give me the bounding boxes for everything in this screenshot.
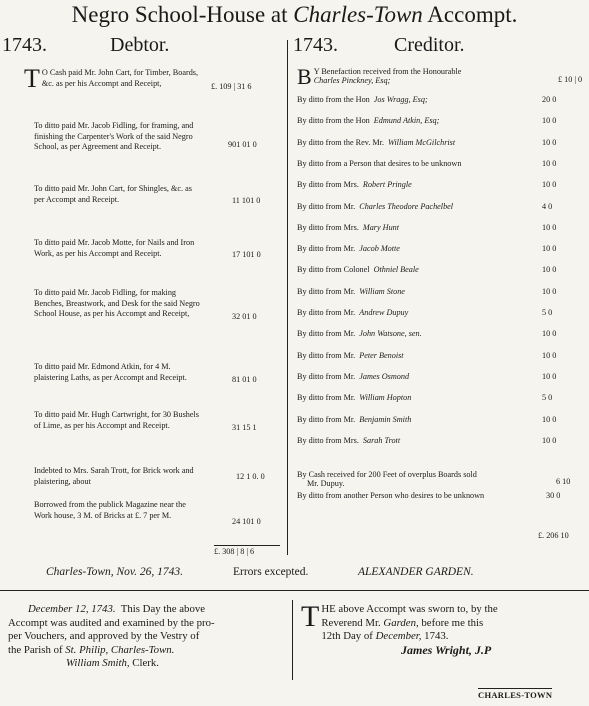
creditor-entry: By ditto from Mr. Peter Benoist — [297, 350, 404, 360]
debtor-entry: To ditto paid Mr. Jacob Fidling, for making Benches, Breastwork, and Desk for the said Negro School House, as per his Accompt and Receipt, — [34, 288, 200, 318]
page-title: Negro School-House at Charles-Town Accompt. — [71, 2, 518, 27]
creditor-entry: By ditto from the Hon Edmund Atkin, Esq; — [297, 116, 440, 126]
debtor-entry: Indebted to Mrs. Sarah Trott, for Brick work and plaistering, about — [34, 466, 194, 486]
creditor-amount: 10 0 — [542, 435, 557, 445]
debtor-entry: To ditto paid Mr. Hugh Cartwright, for 30 Bushels of Lime, as per his Accompt and Receipt. — [34, 410, 199, 430]
creditor-total: £. 206 10 — [538, 531, 569, 540]
creditor-entry: By ditto from Mr. Benjamin Smith — [297, 414, 412, 424]
creditor-amount: 20 0 — [542, 95, 557, 104]
debtor-entry: T O Cash paid Mr. John Cart, for Timber, Boards, &c. as per his Accompt and Receipt, — [24, 64, 199, 93]
creditor-amount: 10 0 — [542, 116, 557, 126]
debtor-amount: 12 1 0. 0 — [236, 472, 265, 481]
box-divider — [292, 600, 293, 680]
creditor-amount: 10 0 — [542, 371, 557, 381]
creditor-entry: By ditto from Mr. William Stone — [297, 286, 405, 296]
creditor-entry: By Cash received for 200 Feet of overplus Boards sold Mr. Dupuy. — [297, 470, 477, 488]
creditor-entry: By ditto from Mrs. Sarah Trott — [297, 435, 401, 445]
creditor-amount: £ 10 | 0 — [558, 75, 583, 84]
creditor-amount: 10 0 — [542, 244, 557, 254]
debtor-amount: 31 15 1 — [232, 423, 257, 432]
creditor-year: 1743. — [293, 34, 338, 56]
creditor-entry: By ditto from Mr. Jacob Motte — [297, 244, 400, 254]
creditor-amount: 10 0 — [542, 137, 557, 147]
signature-name: ALEXANDER GARDEN. — [358, 566, 474, 578]
creditor-amount: 10 0 — [542, 158, 557, 168]
creditor-amount: 6 10 — [556, 477, 571, 486]
creditor-heading: Creditor. — [394, 34, 465, 56]
creditor-entry: By ditto from Mr. James Osmond — [297, 371, 410, 381]
footer-tag: CHARLES-TOWN — [478, 690, 553, 700]
debtor-total-rule — [214, 545, 280, 546]
debtor-entry: To ditto paid Mr. Edmond Atkin, for 4 M. plaistering Laths, as per Accompt and Receipt. — [34, 362, 187, 382]
creditor-entry: By ditto from Mr. Andrew Dupuy — [297, 308, 409, 317]
creditor-entry: By ditto from the Hon Jos Wragg, Esq; — [297, 95, 428, 104]
creditor-amount: 10 0 — [542, 350, 557, 360]
debtor-entry: To ditto paid Mr. Jacob Fidling, for framing, and finishing the Carpenter's Work of the said Negro School, as per Agreement and Receipt. — [34, 121, 194, 151]
creditor-amount: 5 0 — [542, 308, 553, 317]
creditor-amount: 5 0 — [542, 393, 553, 403]
column-divider — [287, 40, 288, 555]
debtor-year: 1743. — [2, 34, 47, 56]
debtor-amount: £. 109 | 31 6 — [211, 82, 252, 91]
creditor-amount: 10 0 — [542, 265, 557, 275]
creditor-amount: 4 0 — [542, 201, 553, 211]
debtor-amount: 901 01 0 — [228, 140, 257, 149]
creditor-amount: 10 0 — [542, 286, 557, 296]
oath-note: T HE above Accompt was sworn to, by the Reverend Mr. Garden, before me this 12th Day of December, 1743. James Wright, J.P — [301, 600, 498, 657]
creditor-entry: By ditto from Mr. Charles Theodore Pachelbel — [297, 201, 454, 211]
place-date: Charles-Town, Nov. 26, 1743. — [46, 566, 184, 578]
debtor-amount: 81 01 0 — [232, 375, 257, 384]
creditor-amount: 10 0 — [542, 414, 557, 424]
debtor-entry: To ditto paid Mr. Jacob Motte, for Nails and Iron Work, as per his Accompt and Receipt. — [34, 238, 195, 258]
debtor-entry: Borrowed from the publick Magazine near the Work house, 3 M. of Bricks at £. 7 per M. — [34, 500, 186, 520]
section-rule — [0, 590, 589, 591]
debtor-amount: 11 101 0 — [232, 196, 261, 205]
creditor-entry: By ditto from Mr. William Hopton — [297, 393, 412, 403]
debtor-total: £. 308 | 8 | 6 — [214, 547, 255, 556]
creditor-entry: B Y Benefaction received from the Honourable Charles Pinckney, Esq; — [297, 64, 462, 89]
creditor-entry: By ditto from Mrs. Mary Hunt — [297, 222, 400, 232]
debtor-amount: 24 101 0 — [232, 517, 261, 526]
creditor-amount: 10 0 — [542, 222, 557, 232]
debtor-amount: 17 101 0 — [232, 250, 261, 259]
creditor-amount: 10 0 — [542, 180, 557, 190]
creditor-amount: 30 0 — [546, 491, 561, 500]
creditor-amount: 10 0 — [542, 329, 557, 339]
creditor-entry: By ditto from another Person who desires to be unknown — [297, 491, 485, 500]
debtor-entry: To ditto paid Mr. John Cart, for Shingles, &c. as per Accompt and Receipt. — [34, 184, 192, 204]
creditor-entry: By ditto from Mr. John Watsone, sen. — [297, 329, 422, 339]
creditor-entry: By ditto from Mrs. Robert Pringle — [297, 180, 412, 190]
errors-excepted: Errors excepted. — [233, 566, 309, 578]
debtor-amount: 32 01 0 — [232, 312, 257, 321]
creditor-entry: By ditto from the Rev. Mr. William McGilchrist — [297, 137, 456, 147]
audit-note: December 12, 1743. This Day the above Accompt was audited and examined by the pro- per Vouchers, and approved by the Vestry of the Parish of St. Philip, Charles-Town. William Smith, Clerk. — [8, 603, 215, 669]
debtor-heading: Debtor. — [110, 34, 170, 56]
creditor-entry: By ditto from Colonel Othniel Beale — [297, 265, 419, 275]
creditor-entry: By ditto from a Person that desires to be unknown — [297, 158, 462, 168]
